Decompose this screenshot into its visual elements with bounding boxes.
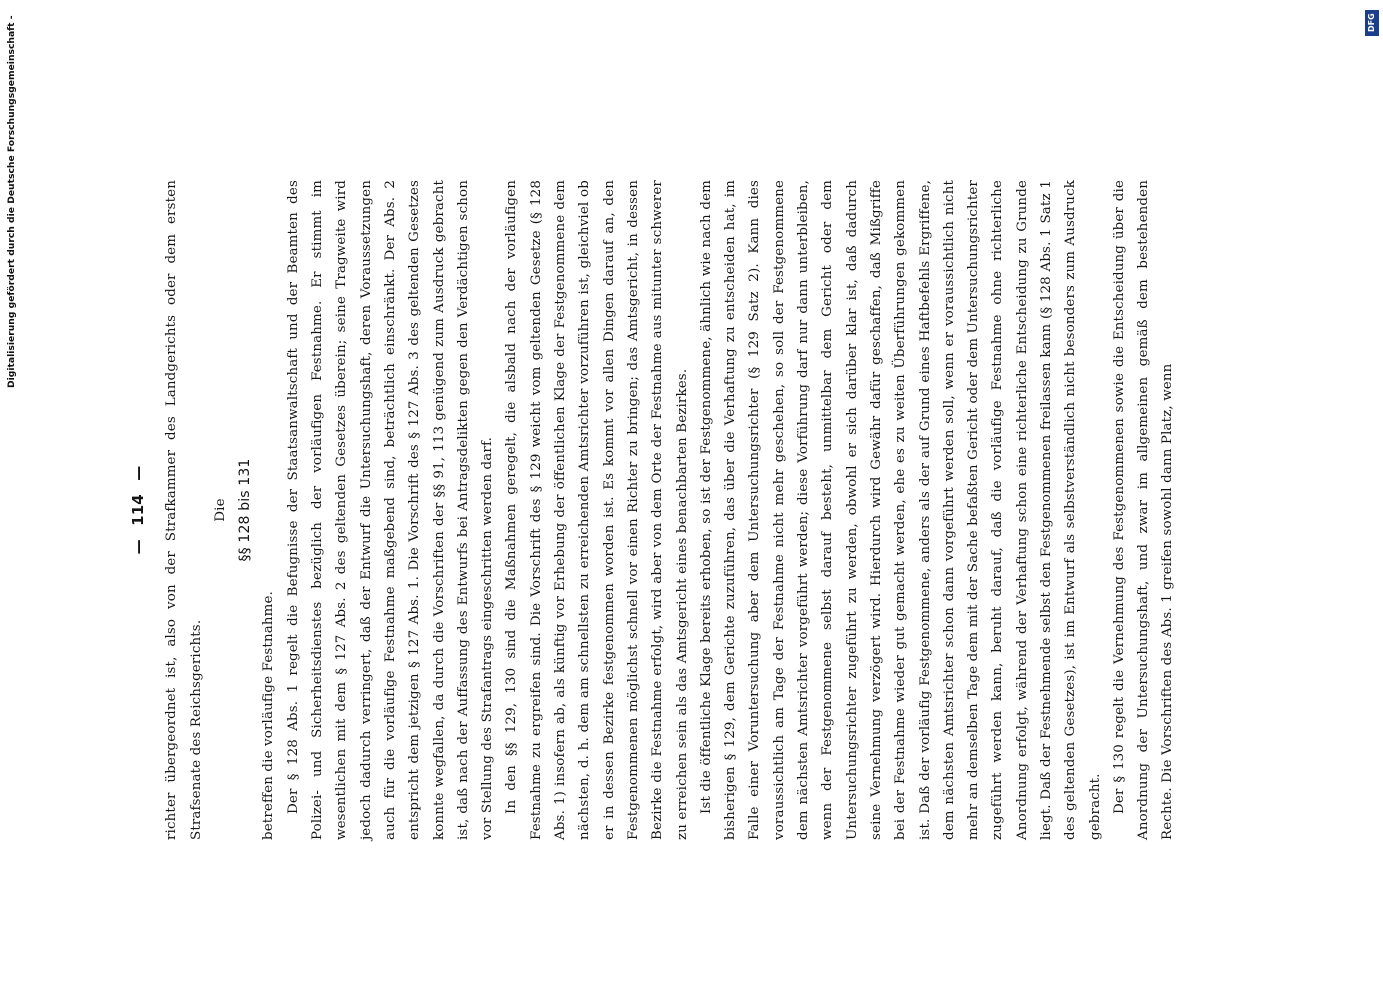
dfg-logo xyxy=(1365,10,1379,36)
section-intro-word: Die xyxy=(212,498,228,522)
dfg-logo-text: DFG xyxy=(1367,13,1376,32)
paragraph-130: Der § 130 regelt die Vernehmung des Festgenommenen sowie die Entscheidung über die Anordnung der Untersuchungshaft, und zwar im allgemeinen gemäß dem bestehenden Rechte. Die Vorschriften des Abs. 1 greifen sowohl dann Platz, wenn xyxy=(1111,180,1176,840)
section-heading: §§ 128 bis 131 xyxy=(237,458,254,562)
section-subject: betreffen die vorläufige Festnahme. xyxy=(261,591,277,840)
paragraph-128: Der § 128 Abs. 1 regelt die Befugnisse der Staatsanwaltschaft und der Beamten des Polizei- und Sicherheitsdienstes bezüglich der vorläufigen Festnahme. Er stimmt im wesentlichen mit dem § 127 Abs. 2 des geltenden Gesetzes überein; seine Tragweite wird jedoch dadurch verringert, daß der Entwurf die Untersuchungshaft, deren Voraussetzungen auch für die vorläufige Festnahme maßgebend sind, beträchtlich einschränkt. Der Abs. 2 entspricht dem jetzigen § 127 Abs. 1. Die Vorschrift des § 127 Abs. 3 des geltenden Gesetzes konnte wegfallen, da durch die Vorschriften der §§ 91, 113 genügend zum Ausdruck gebracht ist, daß nach der Auffassung des Entwurfs bei Antragsdelikten gegen den Verdächtigen schon vor Stellung des Strafantrags eingeschritten werden darf. xyxy=(285,180,496,840)
header-dash-left: — xyxy=(129,539,147,555)
page-number: 114 xyxy=(129,494,147,526)
paragraph-129-130: In den §§ 129, 130 sind die Maßnahmen geregelt, die alsbald nach der vorläufigen Festnahme zu ergreifen sind. Die Vorschrift des § 129 weicht vom geltenden Gesetze (§ 128 Abs. 1) insofern ab, als künftig vor Erhebung der öffentlichen Klage der Festgenommene dem nächsten, d. h. dem am schnellsten zu erreichenden Amtsrichter vorzuführen ist, gleichviel ob er in dessen Bezirke festgenommen worden ist. Es kommt vor allen Dingen darauf an, den Festgenommenen möglichst schnell vor einen Richter zu bringen; das Amtsgericht, in dessen Bezirke die Festnahme erfolgt, wird aber von dem Orte der Festnahme aus mitunter schwerer zu erreichen sein als das Amtsgericht eines benachbarten Bezirkes. xyxy=(504,180,690,840)
paragraph-public-charge: Ist die öffentliche Klage bereits erhoben, so ist der Festgenommene, ähnlich wie nach dem bisherigen § 129, dem Gerichte zuzuführen, das über die Verhaftung zu entscheiden hat, im Falle einer Voruntersuchung aber dem Untersuchungsrichter (§ 129 Satz 2). Kann dies voraussichtlich am Tage der Festnahme nicht mehr geschehen, so soll der Festgenommene dem nächsten Amtsrichter vorgeführt werden; diese Vorführung darf nur dann unterbleiben, wenn der Festgenommene selbst darauf besteht, unmittelbar dem Gericht oder dem Untersuchungsrichter zugeführt zu werden, obwohl er sich darüber klar ist, daß dadurch seine Vernehmung verzögert wird. Hierdurch wird Gewähr dafür geschaffen, daß Mißgriffe bei der Festnahme wieder gut gemacht werden, ehe es zu weiten Überführungen gekommen ist. Daß der vorläufig Festgenommene, anders als der auf Grund eines Haftbefehls Ergriffene, dem nächsten Amtsrichter schon dann vorgeführt werden soll, wenn er voraussichtlich nicht mehr an demselben Tage dem mit der Sache befaßten Gericht oder dem Untersuchungsrichter zugeführt werden kann, beruht darauf, daß die vorläufige Festnahme ohne richterliche Anordnung erfolgt, während der Verhaftung schon eine richterliche Entscheidung zu Grunde liegt. Daß der Festnehmende selbst den Festgenommenen freilassen kann (§ 128 Abs. 1 Satz 1 des geltenden Gesetzes), ist im Entwurf als selbstverständlich nicht besonders zum Ausdruck gebracht. xyxy=(698,180,1103,840)
digitization-credit: Digitalisierung gefördert durch die Deutsche Forschungsgemeinschaft - xyxy=(6,15,17,388)
page-body xyxy=(129,180,1181,840)
paragraph-continuation: richter übergeordnet ist, also von der Strafkammer des Landgerichts oder dem ersten Strafsenate des Reichsgerichts. xyxy=(164,180,204,840)
header-dash-right: — xyxy=(129,465,147,481)
page-header xyxy=(126,180,150,840)
